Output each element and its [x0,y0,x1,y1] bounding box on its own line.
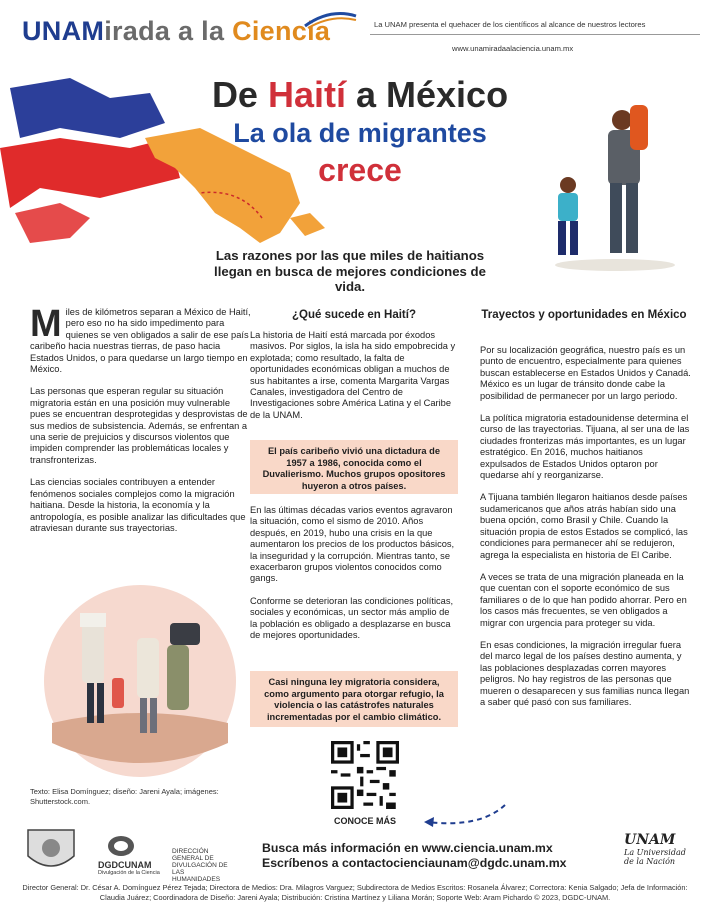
contact-line-1[interactable]: Busca más información en www.ciencia.unam.mx [262,841,553,855]
col3-paragraph-1: Por su localización geográfica, nuestro país es un punto de encuentro, especialmente para quienes buscan establecerse en Estados Unidos y Canadá. México es un lugar de tránsito donde cabe la posibilidad de permanecer por un largo periodo. [480,345,691,401]
col2-paragraph-1: La historia de Haití está marcada por éxodos masivos. Por siglos, la isla ha sido empobrecida y explotada; como resultado, la falta de oportunidades económicas obligan a muchos de sus habitantes a irse, comenta Margarita Vargas Canales, investigadora del Centro de Investigaciones sobre América Latina y el Caribe de la UNAM. [250,330,456,420]
title-line-3: crece [318,152,402,188]
col1-paragraph-3: Las ciencias sociales contribuyen a entender fenómenos sociales complejos como la migración haitiana. Desde la historia, la economía y la antropología, es posible analizar las dificultades que atraviesan durante sus trayectorias. [30,477,246,533]
col2-paragraph-3: Conforme se deterioran las condiciones políticas, sociales y económicas, un sector más amplio de la población es obligado a desplazarse en busca de mejores oportunidades. [250,595,454,641]
logo-unam: UNAM [22,16,105,46]
dgdc-logo-icon [106,834,136,858]
logo-mirada: irada a la [104,16,233,46]
tagline: La UNAM presenta el quehacer de los científicos al alcance de nuestros lectores [374,20,646,29]
qr-code[interactable] [331,741,399,809]
dgdh-logo-text: DIRECCIÓN GENERAL DE DIVULGACIÓN DE LAS HUMANIDADES [172,848,228,883]
subtitle: Las razones por las que miles de haitianos llegan en busca de mejores condiciones de vida. [214,248,486,294]
dashed-arrow-icon [420,800,510,830]
unam-shield-logo [22,826,80,878]
col3-paragraph-5: En esas condiciones, la migración irregular fuera del marco legal de los países destino aumenta, y las poblaciones desplazadas corren mayores peligros. No hay registros de las personas que mueren o desaparecen y sus familias nunca llegan a saber qué pasó con sus familiares. [480,639,690,707]
unam-motto: La Universidad de la Nación [624,848,686,866]
col2-paragraph-2: En las últimas décadas varios eventos agravaron la situación, como el sismo de 2010. Años después, en 2019, hubo una crisis en la que aumentaron los precios de los productos básicos, la inseguridad y la corrupción. Mientras tanto, se exacerbaron grupos violentos conocidos como gangs. [250,505,455,584]
col1-paragraph-2: Las personas que esperan regular su situación migratoria están en una posición muy vulnerable pues se encuentran desprotegidas y desprovistas de sus medios de subsistencia. Además, se enfrentan a una serie de prejuicios y discursos violentos que impiden comprender las problemáticas locales y transfronterizas. [30,386,248,465]
credits: Texto: Elisa Domínguez; diseño: Jareni Ayala; imágenes: Shutterstock.com. [30,787,219,806]
col3-paragraph-2: La política migratoria estadounidense determina el curso de las trayectorias. Tijuana, al ser una de las ciudades fronterizas más importantes, es un lugar estratégico. En 2016, muchos haitianos expulsados de Estados Unidos optaron por quedarse ahí y reorganizarse. [480,413,690,481]
footer-credits: Director General: Dr. César A. Domínguez Pérez Tejada; Directora de Medios: Dra. Milagros Varguez; Subdirectora de Medios Escritos: Rosanela Álvarez; Correctora: Kenia Salgado; Jefa de Información: Claudia Juárez; Coordinadora de Diseño: Jareni Ayala; Distribución: Cristina Martínez y Liliana Morán; Soporte Web: Aram Pichardo © 2023, DGDC-UNAM. [22,883,688,903]
contact-block [262,841,582,871]
contact-line-2[interactable]: Escríbenos a contactocienciaunam@dgdc.unam.mx [262,856,567,870]
dropcap: M [30,303,62,345]
website-link[interactable]: www.unamiradaalaciencia.unam.mx [452,44,574,53]
highlight-box-2: Casi ninguna ley migratoria considera, como argumento para otorgar refugio, la violencia o las catástrofes naturales incrementadas por el cambio climático. [250,671,458,727]
column-2 [250,330,458,432]
title-line-1: De Haití a México [211,74,509,115]
swoosh-icon [300,8,360,30]
col1-paragraph-1: Miles de kilómetros separan a México de Haití, pero eso no ha sido impedimento para quienes se ven obligados a salir de ese país caribeño hacia nuestras tierras, de paso hacia Estados Unidos, o para quedarse un largo tiempo en México. [30,303,251,375]
column-2-lower [250,505,458,652]
col3-paragraph-3: A Tijuana también llegaron haitianos desde países sudamericanos que años atrás habían sido una buena opción, como Brasil y Chile. Cuando la situación propia de estos Estados se complicó, las condiciones para permanecer ahí se redujeron, agrega la especialista en historia de El Caribe. [480,492,688,560]
unam-script-logo: UNAM [624,832,676,848]
title-line-2: La ola de migrantes [233,118,487,148]
column-3 [480,345,692,719]
qr-label: CONOCE MÁS [333,816,396,826]
col2-heading: ¿Qué sucede en Haití? [292,309,416,321]
col3-paragraph-4: A veces se trata de una migración planeada en la que cuentan con el soporte económico de sus familiares o de lo que han podido ahorrar. Pero en los casos más frecuentes, se ven obligados a migrar con urgencia para proteger su vida. [480,571,687,628]
highlight-box-1: El país caribeño vivió una dictadura de 1957 a 1986, conocida como el Duvalierismo. Muchos grupos opositores huyeron a otros países. [250,440,458,494]
header-divider [370,34,700,35]
dgdc-logo-text: DGDCUNAM [98,860,152,870]
logo-ciencia: Ciencia [232,16,331,46]
col3-heading: Trayectos y oportunidades en México [481,309,687,321]
migrants-group-illustration [42,583,238,779]
column-1 [30,303,252,545]
dgdc-logo-subtext: Divulgación de la Ciencia [98,870,160,876]
